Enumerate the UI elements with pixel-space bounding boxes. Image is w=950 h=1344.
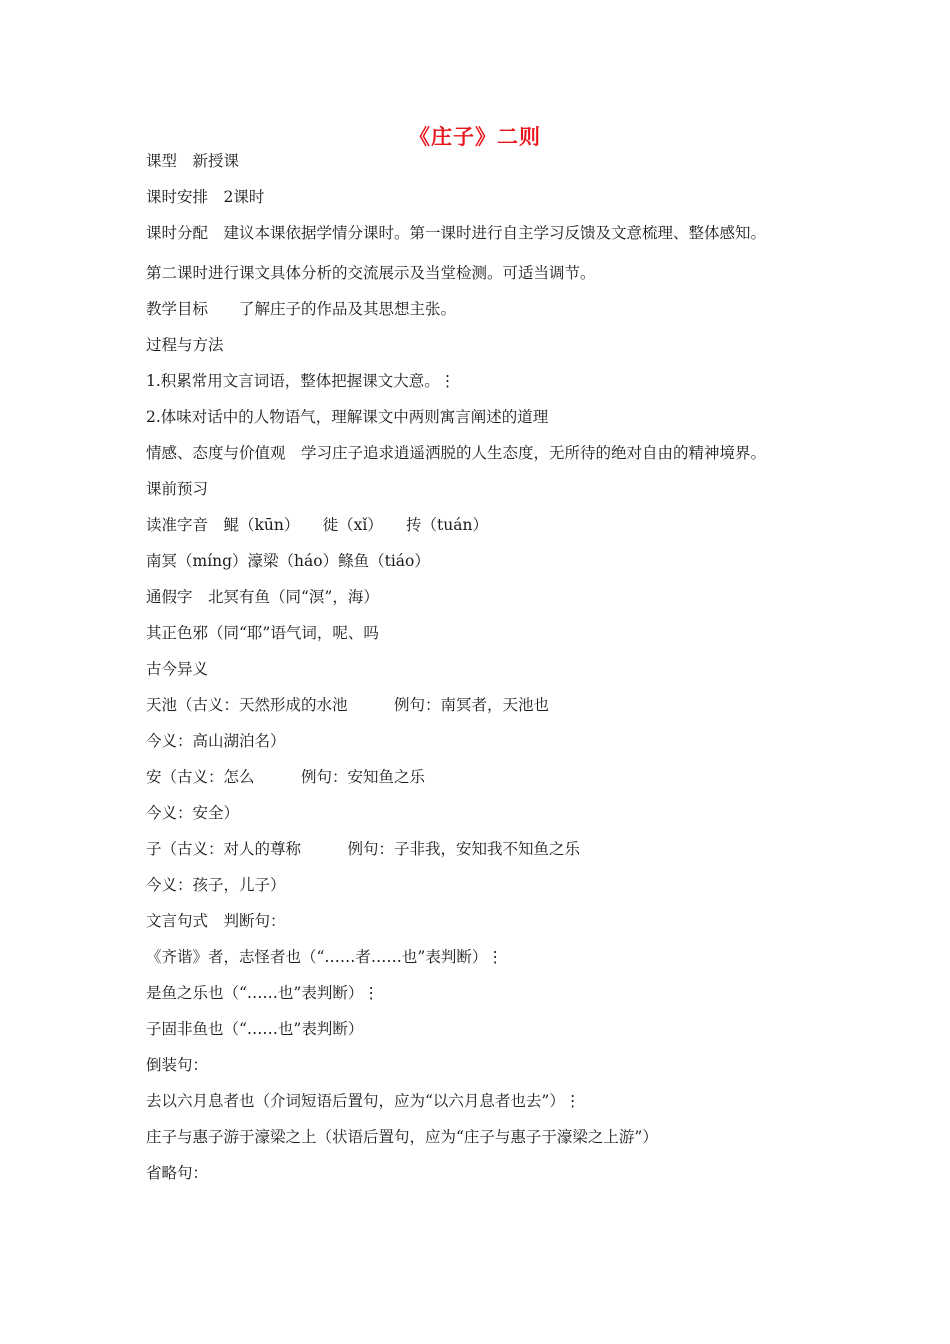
body-line-pronunciation-2: 南冥（míng）濠梁（háo）鲦鱼（tiáo） [146,552,430,570]
body-line-lesson-type: 课型 新授课 [146,152,240,170]
body-line-inversion-1: 去以六月息者也（介词短语后置句，应为“以六月息者也去”）⋮ [146,1092,581,1110]
body-line-schedule: 课时安排 2课时 [146,188,265,206]
body-line-process-methods: 过程与方法 [146,336,224,354]
document-body [146,150,846,1198]
body-line-inversion-2: 庄子与惠子游于濠梁之上（状语后置句，应为“庄子与惠子于濠梁之上游”） [146,1128,658,1146]
body-line-tongjia: 通假字 北冥有鱼（同“溟”，海） [146,588,379,606]
body-line-tongjia-2: 其正色邪（同“耶”语气词，呢、吗 [146,624,379,642]
body-line-emotion-values: 情感、态度与价值观 学习庄子追求逍遥洒脱的人生态度，无所待的绝对自由的精神境界。 [146,444,767,462]
body-line-an: 安（古义：怎么 例句：安知鱼之乐 [146,768,426,786]
body-line-judgment-1: 《齐谐》者，志怪者也（“……者……也”表判断）⋮ [146,948,503,966]
body-line-inversion: 倒装句： [146,1056,209,1074]
body-line-zi-modern: 今义：孩子，儿子） [146,876,286,894]
body-line-item-1: 1.积累常用文言词语，整体把握课文大意。⋮ [146,372,456,390]
body-line-tianchi-modern: 今义：高山湖泊名） [146,732,286,750]
body-line-item-2: 2.体味对话中的人物语气，理解课文中两则寓言阐述的道理 [146,408,549,426]
body-line-allocation-cont: 第二课时进行课文具体分析的交流展示及当堂检测。可适当调节。 [146,264,596,282]
body-line-an-modern: 今义：安全） [146,804,240,822]
body-line-sentence-patterns: 文言句式 判断句： [146,912,286,930]
body-line-pronunciation: 读准字音 鲲（kūn） 徙（xǐ） 抟（tuán） [146,516,488,534]
body-line-allocation: 课时分配 建议本课依据学情分课时。第一课时进行自主学习反馈及文意梳理、整体感知。 [146,224,767,242]
body-line-preview: 课前预习 [146,480,209,498]
body-line-judgment-2: 是鱼之乐也（“……也”表判断）⋮ [146,984,379,1002]
body-line-objectives: 教学目标 了解庄子的作品及其思想主张。 [146,300,457,318]
document-title: 《庄子》二则 [409,125,541,149]
body-line-ellipsis: 省略句： [146,1164,209,1182]
body-line-gujin: 古今异义 [146,660,209,678]
body-line-zi: 子（古义：对人的尊称 例句：子非我，安知我不知鱼之乐 [146,840,581,858]
body-line-judgment-3: 子固非鱼也（“……也”表判断） [146,1020,364,1038]
body-line-tianchi: 天池（古义：天然形成的水池 例句：南冥者，天池也 [146,696,550,714]
